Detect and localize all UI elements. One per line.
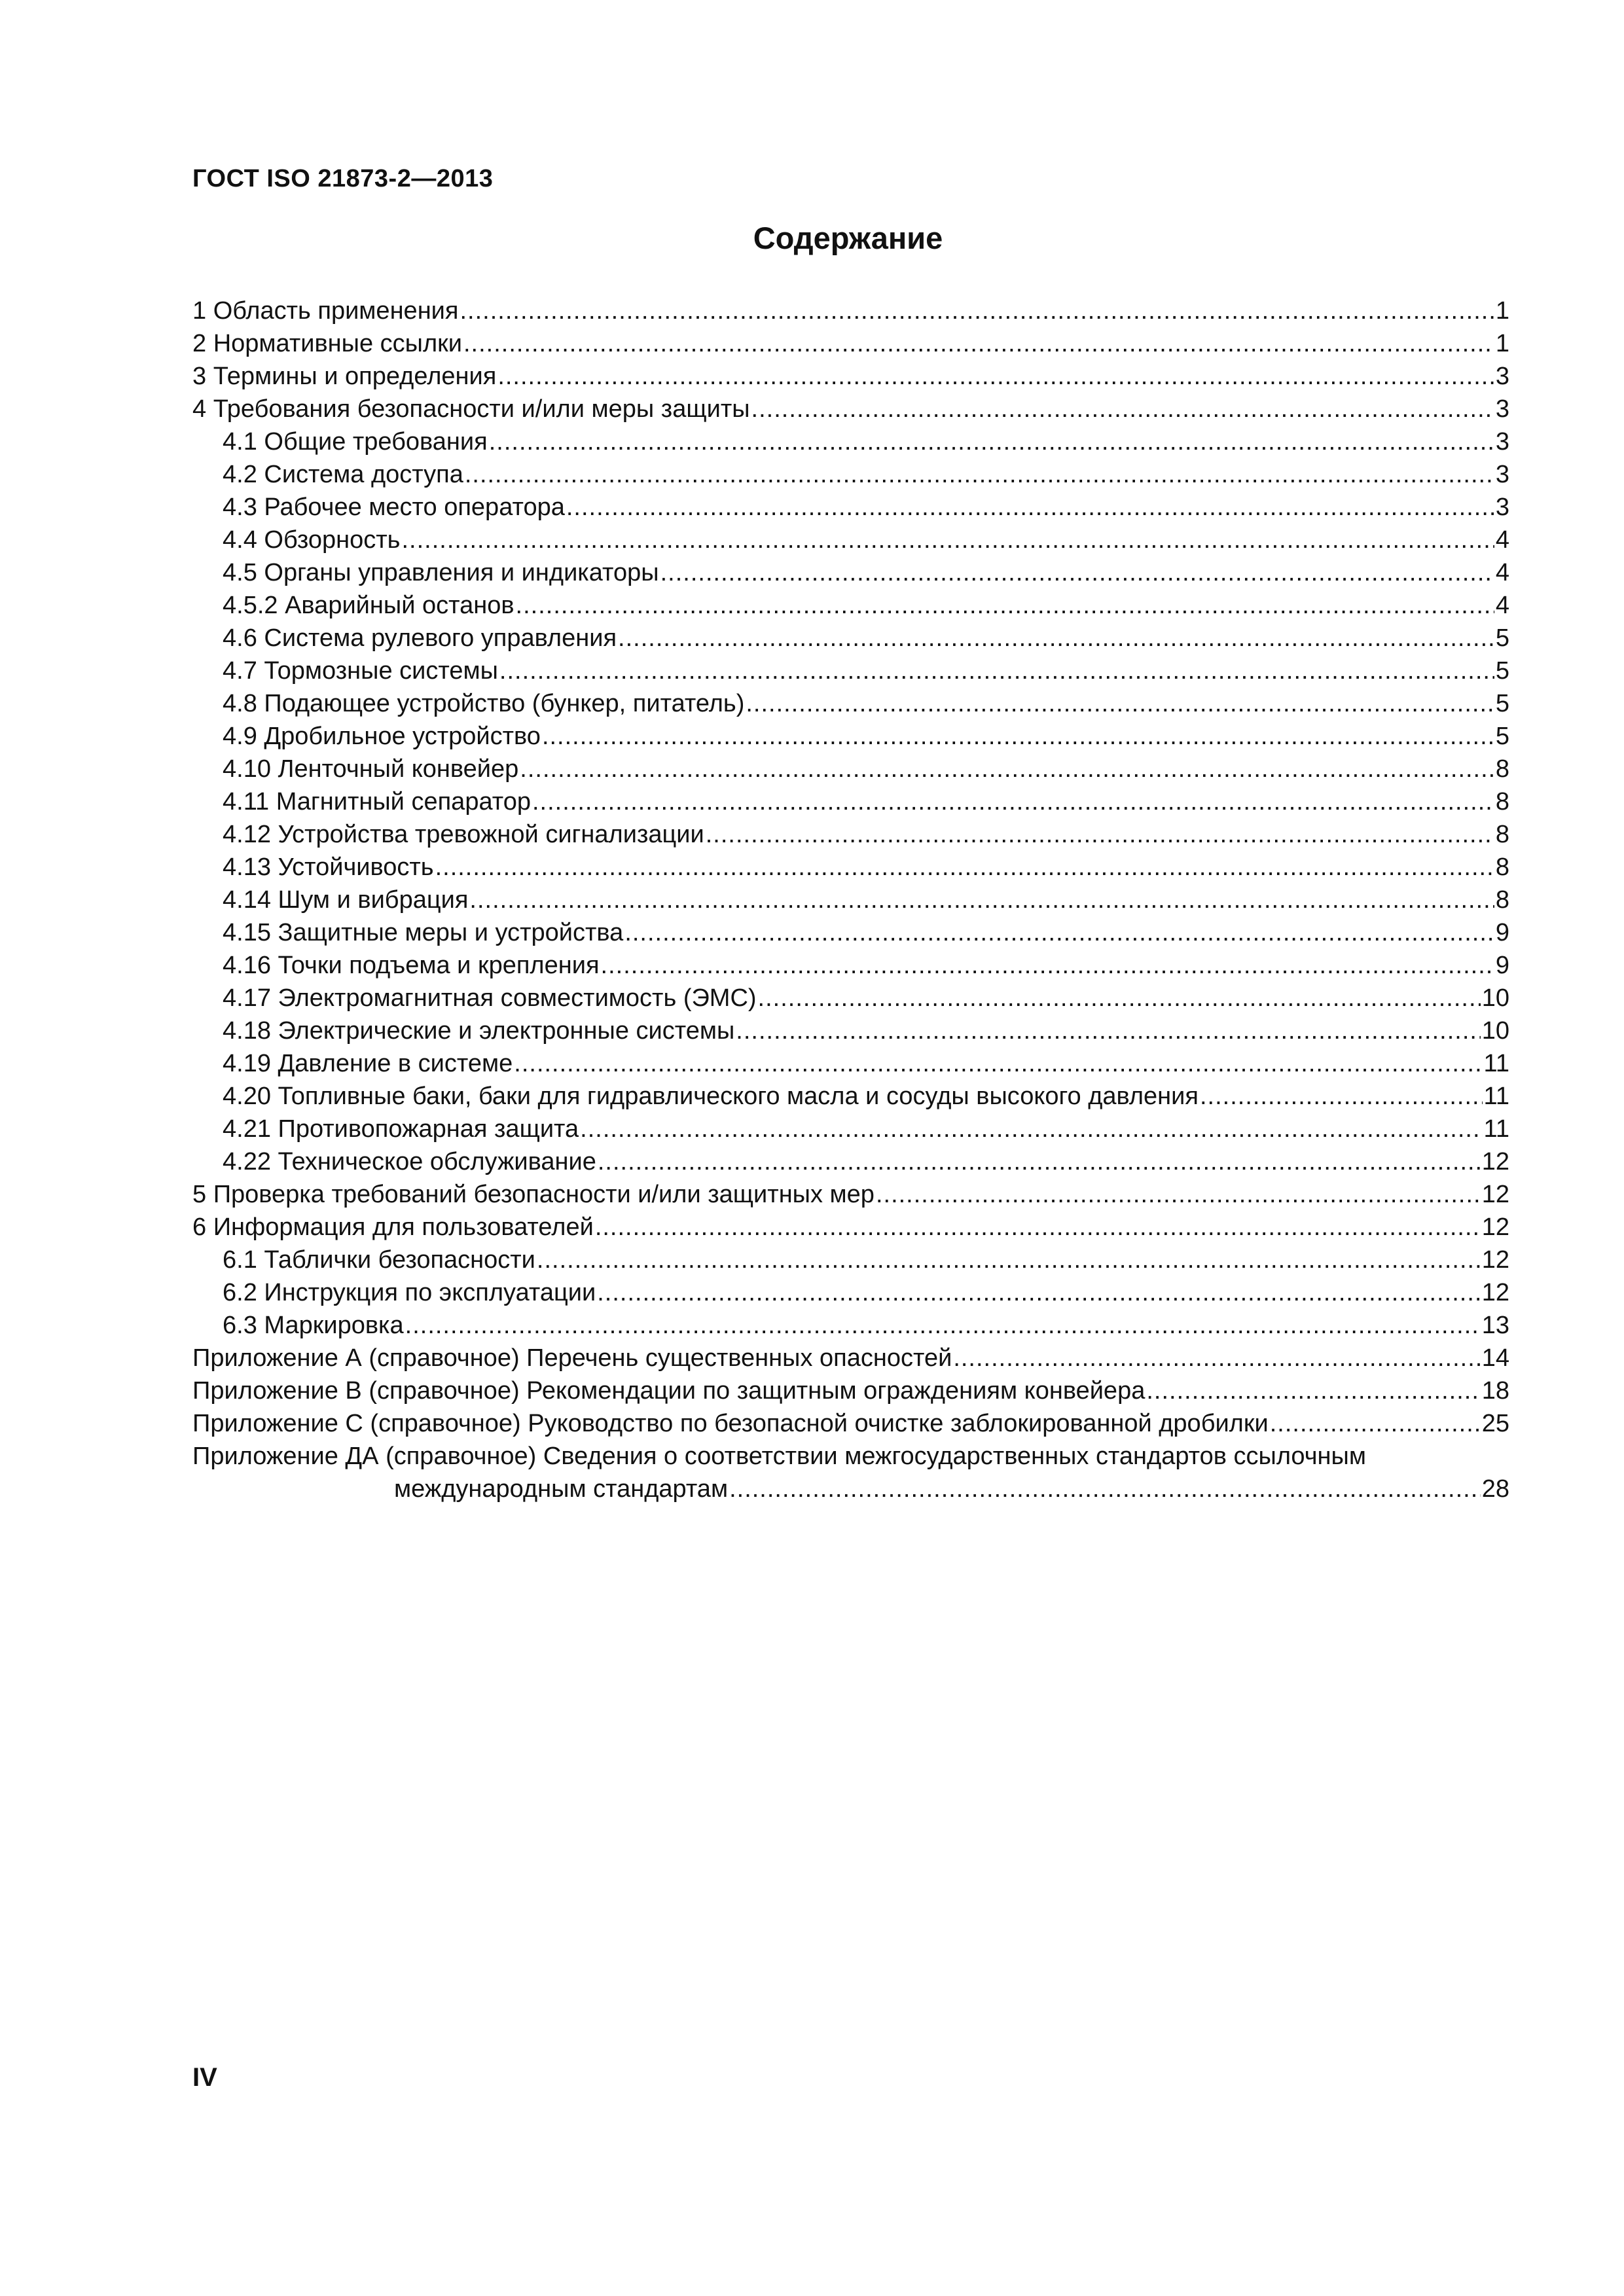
toc-entry-label: 4.11 Магнитный сепаратор: [223, 788, 531, 816]
toc-entry-page: 12: [1481, 1279, 1509, 1306]
toc-entry-label: Приложение С (справочное) Руководство по безопасной очистке заблокированной дробилки: [192, 1410, 1269, 1437]
dot-leader: [463, 327, 1494, 360]
toc-entry-label: 5 Проверка требований безопасности и/или защитных мер: [192, 1181, 875, 1208]
toc-entry: [192, 360, 1509, 393]
toc-entry: [192, 1407, 1509, 1440]
toc-entry-label: 4.2 Система доступа: [223, 461, 463, 488]
toc-entry-page: 8: [1495, 886, 1509, 914]
dot-leader: [489, 425, 1494, 458]
toc-entry-label: 6.2 Инструкция по эксплуатации: [223, 1279, 596, 1306]
toc-entry-page: 5: [1495, 657, 1509, 685]
dot-leader: [520, 753, 1494, 785]
dot-leader: [597, 1276, 1481, 1309]
toc-entry: [192, 1047, 1509, 1080]
dot-leader: [595, 1211, 1481, 1244]
toc-entry: [192, 851, 1509, 884]
toc-entry-label: 6 Информация для пользователей: [192, 1213, 594, 1241]
dot-leader: [499, 655, 1494, 687]
dot-leader: [660, 556, 1494, 589]
toc-entry-page: 10: [1481, 1017, 1509, 1045]
toc-entry-page: 1: [1495, 297, 1509, 325]
dot-leader: [469, 884, 1494, 916]
toc-entry-label: 6.3 Маркировка: [223, 1312, 404, 1339]
toc-entry-label: 4.18 Электрические и электронные системы: [223, 1017, 735, 1045]
toc-entry: [192, 295, 1509, 327]
dot-leader: [405, 1309, 1481, 1342]
toc-entry-page: 9: [1495, 952, 1509, 979]
toc-entry-page: 3: [1495, 395, 1509, 423]
toc-entry: [192, 720, 1509, 753]
toc-entry-label: 4.16 Точки подъема и крепления: [223, 952, 600, 979]
toc-entry-label: Приложение В (справочное) Рекомендации по защитным ограждениям конвейера: [192, 1377, 1146, 1405]
toc-entry-label: 4.1 Общие требования: [223, 428, 488, 456]
toc-entry-label: 4.22 Техническое обслуживание: [223, 1148, 596, 1175]
toc-entry-label: международным стандартам: [394, 1475, 729, 1503]
toc-entry-label: 4.9 Дробильное устройство: [223, 723, 541, 750]
toc-entry-label: 4.10 Ленточный конвейер: [223, 755, 519, 783]
dot-leader: [542, 720, 1494, 753]
toc-entry-page: 3: [1495, 461, 1509, 488]
dot-leader: [532, 785, 1494, 818]
toc-entry: [192, 556, 1509, 589]
toc-entry: [192, 425, 1509, 458]
toc-entry-page: 5: [1495, 690, 1509, 717]
dot-leader: [746, 687, 1494, 720]
toc-entry-label: 4 Требования безопасности и/или меры защиты: [192, 395, 750, 423]
toc-entry: [192, 524, 1509, 556]
toc-entry-label: 4.14 Шум и вибрация: [223, 886, 469, 914]
toc-entry-page: 5: [1495, 624, 1509, 652]
toc-entry-label: 4.13 Устойчивость: [223, 853, 434, 881]
dot-leader: [1270, 1407, 1481, 1440]
toc-entry-page: 9: [1495, 919, 1509, 946]
toc-entry: [192, 818, 1509, 851]
toc-entry-page: 8: [1495, 821, 1509, 848]
toc-entry-label: 6.1 Таблички безопасности: [223, 1246, 535, 1274]
toc-entry: [192, 785, 1509, 818]
toc-title: Содержание: [753, 221, 943, 255]
toc-entry: [192, 1145, 1509, 1178]
dot-leader: [618, 622, 1494, 655]
toc-entry-page: 12: [1481, 1213, 1509, 1241]
toc-entry-label: 4.21 Противопожарная защита: [223, 1115, 579, 1143]
toc-entry: [192, 1309, 1509, 1342]
toc-entry-page: 11: [1483, 1115, 1509, 1143]
toc-entry-page: 25: [1481, 1410, 1509, 1437]
toc-entry-label: 4.19 Давление в системе: [223, 1050, 513, 1077]
toc-entry-page: 13: [1481, 1312, 1509, 1339]
dot-leader: [598, 1145, 1481, 1178]
toc-entry-page: 12: [1481, 1181, 1509, 1208]
toc-entry-page: 11: [1483, 1083, 1509, 1110]
toc-entry: [192, 687, 1509, 720]
toc-entry: [192, 1080, 1509, 1113]
toc-entry: [192, 916, 1509, 949]
toc-entry-label: 4.7 Тормозные системы: [223, 657, 498, 685]
page-number: IV: [192, 2063, 217, 2092]
toc-entry: [192, 393, 1509, 425]
toc-entry-label: 2 Нормативные ссылки: [192, 330, 462, 357]
toc-entry: [192, 1244, 1509, 1276]
toc-entry-page: 8: [1495, 755, 1509, 783]
dot-leader: [706, 818, 1494, 851]
dot-leader: [537, 1244, 1481, 1276]
dot-leader: [876, 1178, 1481, 1211]
dot-leader: [751, 393, 1494, 425]
document-code: ГОСТ ISO 21873-2—2013: [192, 165, 494, 192]
toc-entry: [192, 458, 1509, 491]
toc-entry-page: 3: [1495, 363, 1509, 390]
toc-entry-label: 4.15 Защитные меры и устройства: [223, 919, 624, 946]
toc-entry: [192, 1342, 1509, 1374]
toc-entry-label: Приложение ДА (справочное) Сведения о соответствии межгосударственных стандартов ссылочным: [192, 1443, 1366, 1470]
toc-entry-page: 5: [1495, 723, 1509, 750]
dot-leader: [729, 1473, 1481, 1505]
toc-entry-page: 1: [1495, 330, 1509, 357]
toc-entry: [192, 1113, 1509, 1145]
toc-entry-label: 1 Область применения: [192, 297, 459, 325]
toc-entry-label: 4.5 Органы управления и индикаторы: [223, 559, 659, 586]
toc-entry-label: 4.6 Система рулевого управления: [223, 624, 617, 652]
toc-entry-label: 4.5.2 Аварийный останов: [223, 592, 514, 619]
toc-entry: [192, 589, 1509, 622]
dot-leader: [736, 1014, 1480, 1047]
toc-entry: [192, 884, 1509, 916]
toc-entry: [192, 1374, 1509, 1407]
toc-entry-page: 4: [1495, 559, 1509, 586]
dot-leader: [566, 491, 1494, 524]
dot-leader: [460, 295, 1494, 327]
dot-leader: [1146, 1374, 1480, 1407]
toc-entry-page: 3: [1495, 493, 1509, 521]
dot-leader: [497, 360, 1494, 393]
toc-entry-page: 14: [1481, 1344, 1509, 1372]
toc-entry-label: 4.20 Топливные баки, баки для гидравлического масла и сосуды высокого давления: [223, 1083, 1199, 1110]
toc-entry-page: 18: [1481, 1377, 1509, 1405]
toc-entry-page: 4: [1495, 526, 1509, 554]
toc-entry-label: 3 Термины и определения: [192, 363, 497, 390]
dot-leader: [580, 1113, 1482, 1145]
table-of-contents: [192, 295, 1509, 1505]
toc-entry: [192, 1211, 1509, 1244]
toc-entry: [192, 491, 1509, 524]
toc-entry-label: 4.12 Устройства тревожной сигнализации: [223, 821, 704, 848]
dot-leader: [514, 1047, 1482, 1080]
dot-leader: [758, 982, 1481, 1014]
toc-entry: [192, 1473, 1509, 1505]
toc-entry: [192, 327, 1509, 360]
dot-leader: [1200, 1080, 1483, 1113]
dot-leader: [435, 851, 1494, 884]
dot-leader: [624, 916, 1494, 949]
dot-leader: [953, 1342, 1480, 1374]
toc-entry-page: 4: [1495, 592, 1509, 619]
toc-entry-page: 28: [1481, 1475, 1509, 1503]
toc-entry: [192, 655, 1509, 687]
toc-entry-page: 8: [1495, 788, 1509, 816]
toc-entry: [192, 1014, 1509, 1047]
toc-entry: [192, 1178, 1509, 1211]
toc-entry-label: 4.17 Электромагнитная совместимость (ЭМС): [223, 984, 757, 1012]
toc-entry: [192, 982, 1509, 1014]
toc-entry-label: Приложение А (справочное) Перечень существенных опасностей: [192, 1344, 952, 1372]
toc-entry-label: 4.8 Подающее устройство (бункер, питатель): [223, 690, 745, 717]
toc-entry: [192, 1276, 1509, 1309]
toc-entry: [192, 753, 1509, 785]
toc-entry-label: 4.3 Рабочее место оператора: [223, 493, 565, 521]
toc-entry: [192, 1440, 1509, 1473]
toc-entry-page: 10: [1481, 984, 1509, 1012]
toc-entry: [192, 949, 1509, 982]
toc-entry-page: 11: [1483, 1050, 1509, 1077]
toc-entry-label: 4.4 Обзорность: [223, 526, 401, 554]
dot-leader: [516, 589, 1494, 622]
toc-entry-page: 8: [1495, 853, 1509, 881]
toc-entry: [192, 622, 1509, 655]
toc-entry-page: 3: [1495, 428, 1509, 456]
dot-leader: [465, 458, 1494, 491]
toc-entry-page: 12: [1481, 1246, 1509, 1274]
dot-leader: [601, 949, 1494, 982]
toc-entry-page: 12: [1481, 1148, 1509, 1175]
dot-leader: [401, 524, 1494, 556]
